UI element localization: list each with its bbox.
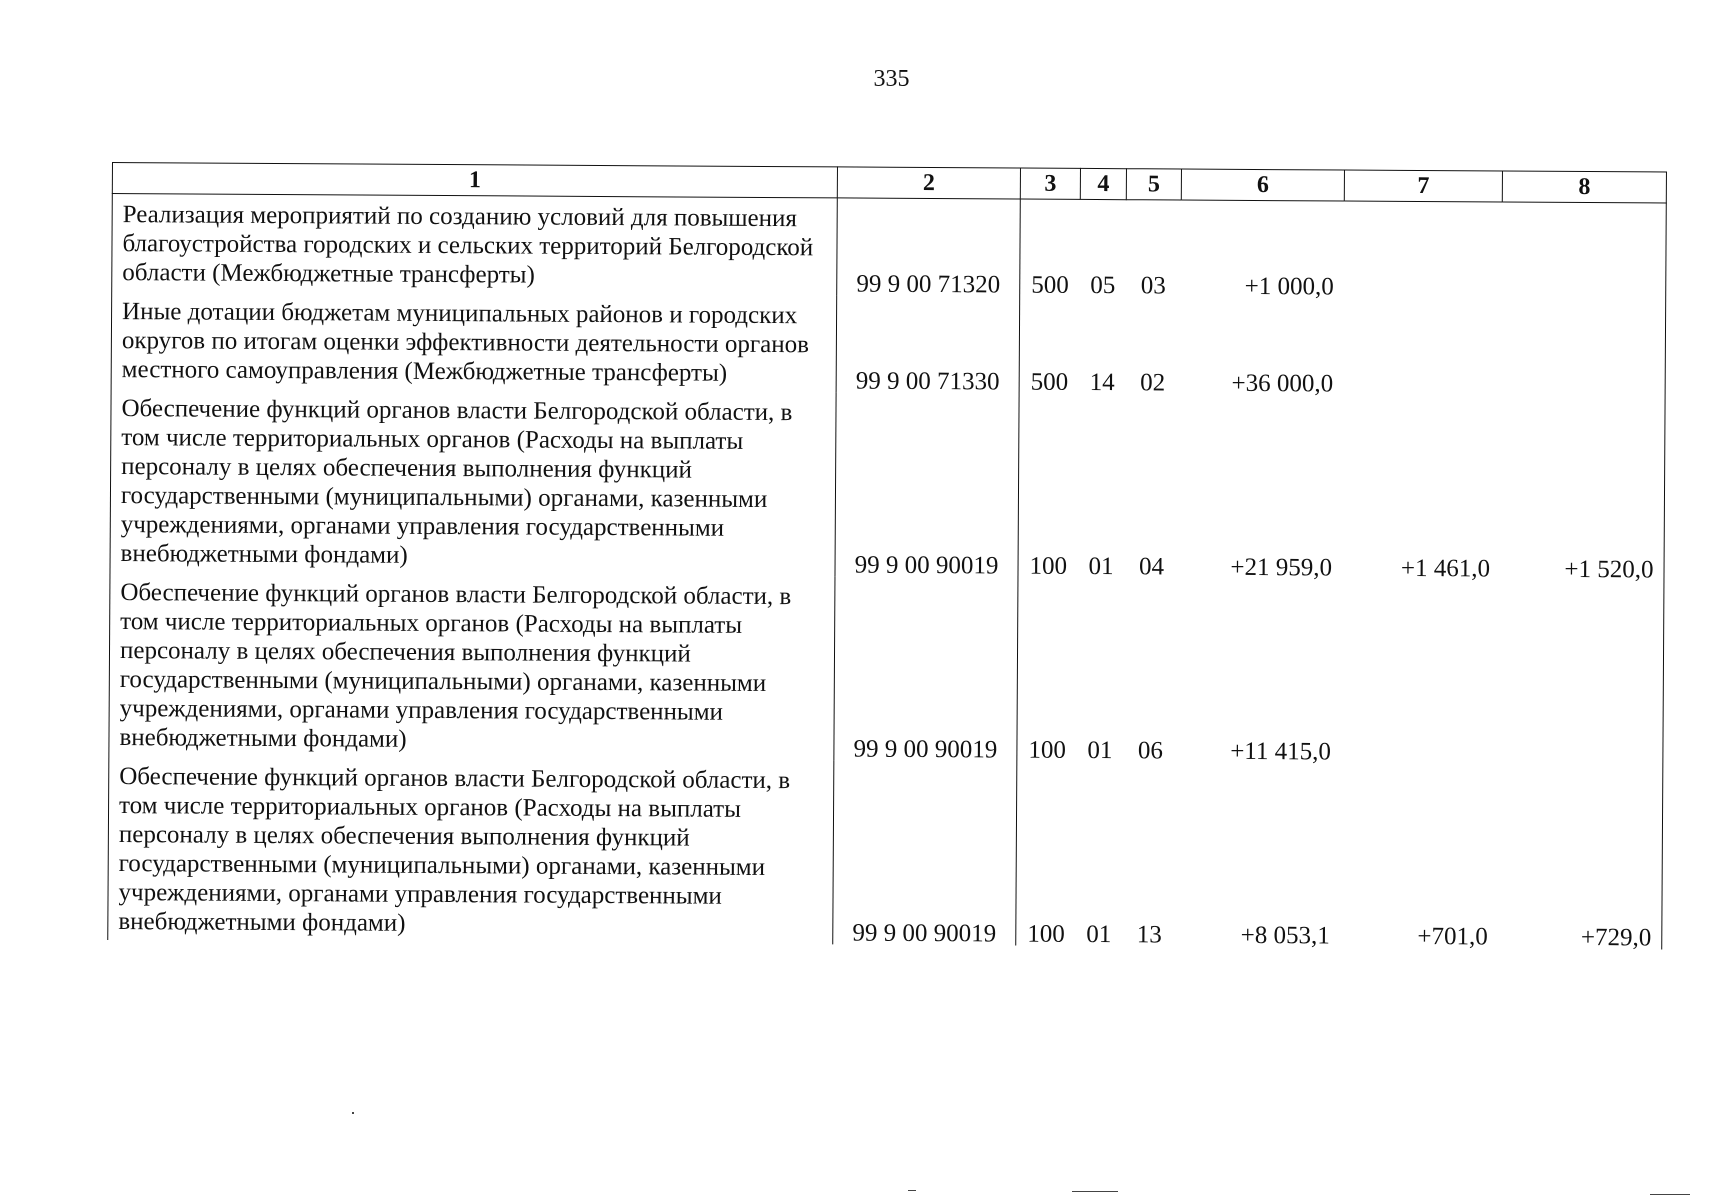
row-col-7 [1343,299,1502,397]
column-header-5: 5 [1126,169,1181,200]
row-code: 99 9 00 71320 [837,198,1021,297]
row-col-5: 03 [1140,272,1166,300]
row-col-5: 02 [1140,369,1166,397]
column-header-2: 2 [837,167,1020,199]
row-col-6: +1 000,0 [1244,272,1334,301]
scan-mark [1650,1194,1690,1195]
table-row [108,756,1663,949]
row-col-4: 01 [1086,920,1112,949]
row-col-4: 01 [1087,736,1113,765]
row-description: Реализация мероприятий по созданию условий для повышения благоустройства городских и сельских территорий Белгородской области (Межбюджетные трансферты) [112,194,838,296]
row-col-3: 100 [1018,394,1079,578]
page-number: 335 [873,66,910,92]
row-col-8: +1 520,0 [1500,396,1665,581]
row-col-6: +11 415,0 [1230,737,1332,766]
row-description: Обеспечение функций органов власти Белгородской области, в том числе территориальных органов (Расходы на выплаты персоналу в целях обеспечения выполнения функций государственными (муниципальными) органами, казенными учреждениями, органами управления государственными внебюджетными фондами) [110,388,836,576]
column-header-6: 6 [1181,169,1344,201]
column-header-1: 1 [112,163,837,198]
table-row [112,194,1667,301]
row-col-5: 13 [1136,921,1162,949]
row-col-8 [1502,202,1667,301]
table-row [109,572,1664,765]
row-col-6: +8 053,1 [1240,921,1330,950]
table-row [111,291,1666,397]
budget-table [107,162,1667,952]
row-code: 99 9 00 90019 [835,392,1019,577]
row-col-8: +729,0 [1498,764,1663,949]
row-code: 99 9 00 71330 [836,295,1020,393]
row-col-7 [1344,201,1503,299]
column-header-7: 7 [1344,170,1502,202]
row-col-4: 05 [1090,271,1116,300]
column-header-8: 8 [1502,171,1666,203]
row-col-5: 06 [1137,737,1164,765]
row-description: Обеспечение функций органов власти Белгородской области, в том числе территориальных органов (Расходы на выплаты персоналу в целях обеспечения выполнения функций государственными (муниципальными) органами, казенными учреждениями, органами управления государственными внебюджетными фондами) [108,756,834,944]
row-col-7: +701,0 [1417,922,1488,951]
row-col-4: 01 [1088,552,1114,581]
row-code: 99 9 00 90019 [833,760,1017,945]
row-col-3: 100 [1017,578,1078,762]
row-col-6: +21 959,0 [1230,553,1333,582]
column-header-4: 4 [1080,168,1126,199]
row-code: 99 9 00 90019 [834,576,1018,761]
scan-mark [352,1112,354,1114]
scan-mark [1072,1191,1118,1192]
row-description: Иные дотации бюджетам муниципальных районов и городских округов по итогам оценки эффективности деятельности органов местного самоуправления (Межбюджетные трансферты) [111,291,837,392]
row-col-7 [1341,580,1500,765]
row-col-6: +36 000,0 [1231,369,1334,398]
row-col-8 [1499,580,1664,765]
row-col-4: 14 [1089,368,1115,397]
table-row [110,388,1665,581]
scan-mark [908,1190,916,1191]
row-col-8 [1501,299,1666,397]
row-col-3: 500 [1020,199,1081,297]
row-col-5: 04 [1138,553,1165,581]
row-col-3: 500 [1019,297,1080,394]
row-description: Обеспечение функций органов власти Белгородской области, в том числе территориальных органов (Расходы на выплаты персоналу в целях обеспечения выполнения функций государственными (муниципальными) органами, казенными учреждениями, органами управления государственными внебюджетными фондами) [109,572,835,760]
column-header-3: 3 [1020,168,1080,199]
row-col-3: 100 [1016,762,1077,946]
row-col-7: +1 461,0 [1400,554,1491,583]
